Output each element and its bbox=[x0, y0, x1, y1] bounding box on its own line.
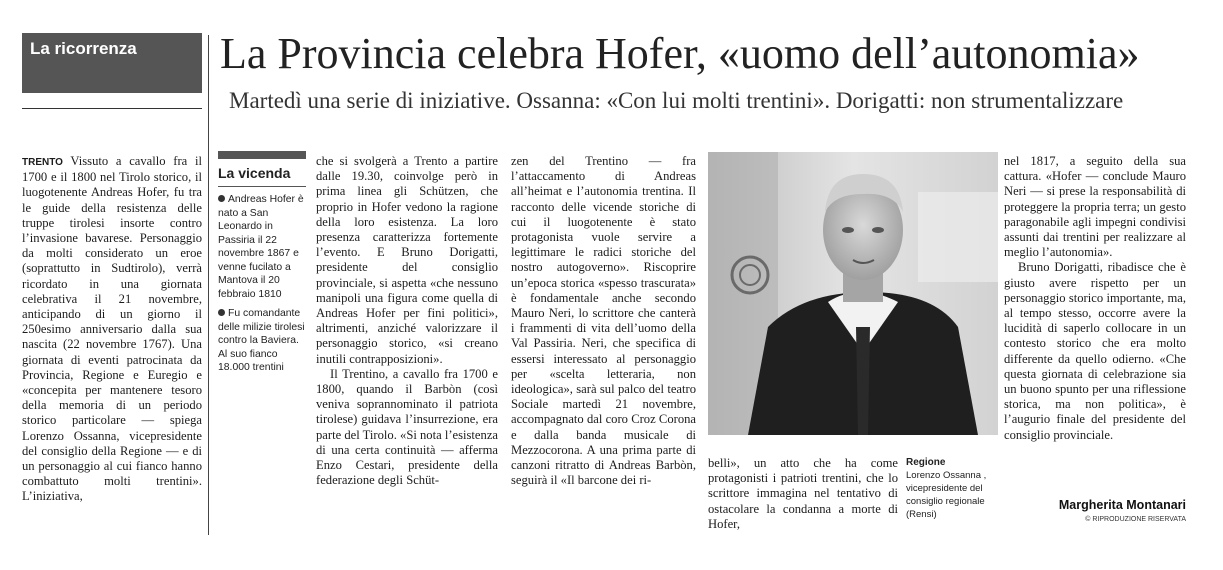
kicker-label: La ricorrenza bbox=[30, 39, 137, 58]
paragraph: belli», un atto che ha come protagonisti i patrioti trentini, che lo scrittore immagina nel tentativo di ostacolare la condanna a morte di Hofer, bbox=[708, 456, 898, 531]
factbox-item-1-text: Andreas Hofer è nato a San Leonardo in Passiria il 22 novembre 1867 e venne fucilato a Mantova il 20 febbraio 1810 bbox=[218, 194, 304, 300]
portrait-image bbox=[708, 152, 998, 435]
column-1-text: Vissuto a cavallo fra il 1700 e il 1800 nel Tirolo storico, il luogotenente Andreas Hofer, fu tra le guide della resistenza delle truppe tirolesi insorte contro l’invasione bavarese. Personaggio da molti considerato un eroe (soprattutto in Sudtirolo), verrà ricordato in una giornata celebrativa il 21 novembre, anticipando di un giorno il 250esimo anniversario dalla sua nascita (22 novembre 1767). Una giornata di eventi patrocinata da Provincia, Regione e Euregio e «concepita per mantenere tesoro della memoria di un periodo storico particolare — spiega Lorenzo Ossanna, vicepresidente del consiglio della Regione — e di un personaggio al cui fianco hanno combattuto molti trentini». L’iniziativa, bbox=[22, 154, 202, 504]
factbox-title: La vicenda bbox=[218, 165, 291, 181]
caption-text: Lorenzo Ossanna , vicepresidente del consiglio regionale (Rensi) bbox=[906, 470, 987, 520]
dateline: TRENTO bbox=[22, 157, 63, 168]
article-column-2 bbox=[316, 154, 498, 488]
paragraph: zen del Trentino — fra l’attaccamento di Andreas all’heimat e l’autonomia trentina. Il racconto delle vicende storiche di cui il luogotenente è stato protagonista vuole servire a legittimare le radici storiche del nostro autogoverno». Riscoprire un’epoca storica «spesso trascurata» è fondamentale anche secondo Mauro Neri, lo scrittore che canterà i frammenti di vita dell’uomo della Val Passiria. Neri, che specifica di essersi interessato al personaggio per «scelta letteraria, non ideologica», sarà sul palco del teatro Sociale martedì 21 novembre, accompagnato dal coro Croz Corona e dalla banda musicale di Mezzocorona. A una prima parte di canzoni ritratto di Andreas Barbòn, seguirà il «Il barcone dei ri- bbox=[511, 154, 696, 488]
subheadline: Martedì una serie di iniziative. Ossanna: «Con lui molti trentini». Dorigatti: non strumentalizzare bbox=[229, 88, 1124, 113]
bullet-icon bbox=[218, 195, 225, 202]
photo-caption bbox=[906, 456, 998, 521]
factbox-item bbox=[218, 307, 306, 375]
section-kicker bbox=[22, 33, 202, 93]
caption-title: Regione bbox=[906, 457, 946, 468]
column-divider bbox=[208, 35, 209, 535]
paragraph: Bruno Dorigatti, ribadisce che è giusto avere rispetto per un personaggio storico importante, ma, al tempo stesso, occorre avere la lucidità di saperlo collocare in un contesto storico che era molto differente da quello odierno. «Che questa giornata di celebrazione sia un buono spunto per una riflessione storica, ma non politica», è l’augurio finale del presidente del consiglio provinciale. bbox=[1004, 260, 1186, 442]
factbox-bar bbox=[218, 151, 306, 159]
article-column-5 bbox=[1004, 154, 1186, 443]
portrait-photo bbox=[708, 152, 998, 435]
factbox-item bbox=[218, 193, 306, 301]
paragraph: nel 1817, a seguito della sua cattura. «Hofer — conclude Mauro Neri — si prese la responsabilità di proteggere la propria terra; un gesto paragonabile agli impegni condivisi assunti dai trentini per realizzare al meglio l’autonomia». bbox=[1004, 154, 1186, 260]
paragraph: che si svolgerà a Trento a partire dalle 19.30, coinvolge però in prima linea gli Schützen, che proprio in Hofer vedono la ragione della loro esistenza. La loro presenza caratterizza fortemente l’evento. E Bruno Dorigatti, presidente del consiglio provinciale, si aspetta «che nessuno manipoli una figura come quella di Andreas Hofer per fini politici», altrimenti, anziché valorizzare il personaggio storico, «si creano inutili contrapposizioni». bbox=[316, 154, 498, 366]
paragraph: Il Trentino, a cavallo fra 1700 e 1800, quando il Barbòn (così veniva soprannominato il patriota tirolese) guidava l’insurrezione, era parte del Tirolo. «Si nota l’esistenza di una certa continuità — afferma Enzo Cestari, presidente della federazione degli Schüt- bbox=[316, 366, 498, 488]
article-column-4 bbox=[708, 456, 898, 532]
bullet-icon bbox=[218, 309, 225, 316]
factbox-divider bbox=[218, 186, 306, 187]
article-column-3 bbox=[511, 154, 696, 488]
factbox-item-2-text: Fu comandante delle milizie tirolesi contro la Baviera. Al suo fianco 18.000 trentini bbox=[218, 308, 305, 373]
kicker-divider bbox=[22, 108, 202, 109]
author-byline: Margherita Montanari bbox=[1058, 498, 1186, 512]
headline: La Provincia celebra Hofer, «uomo dell’autonomia» bbox=[220, 29, 1140, 78]
factbox bbox=[218, 151, 306, 381]
article-column-1 bbox=[22, 154, 202, 505]
copyright-notice: © RIPRODUZIONE RISERVATA bbox=[1085, 516, 1186, 523]
